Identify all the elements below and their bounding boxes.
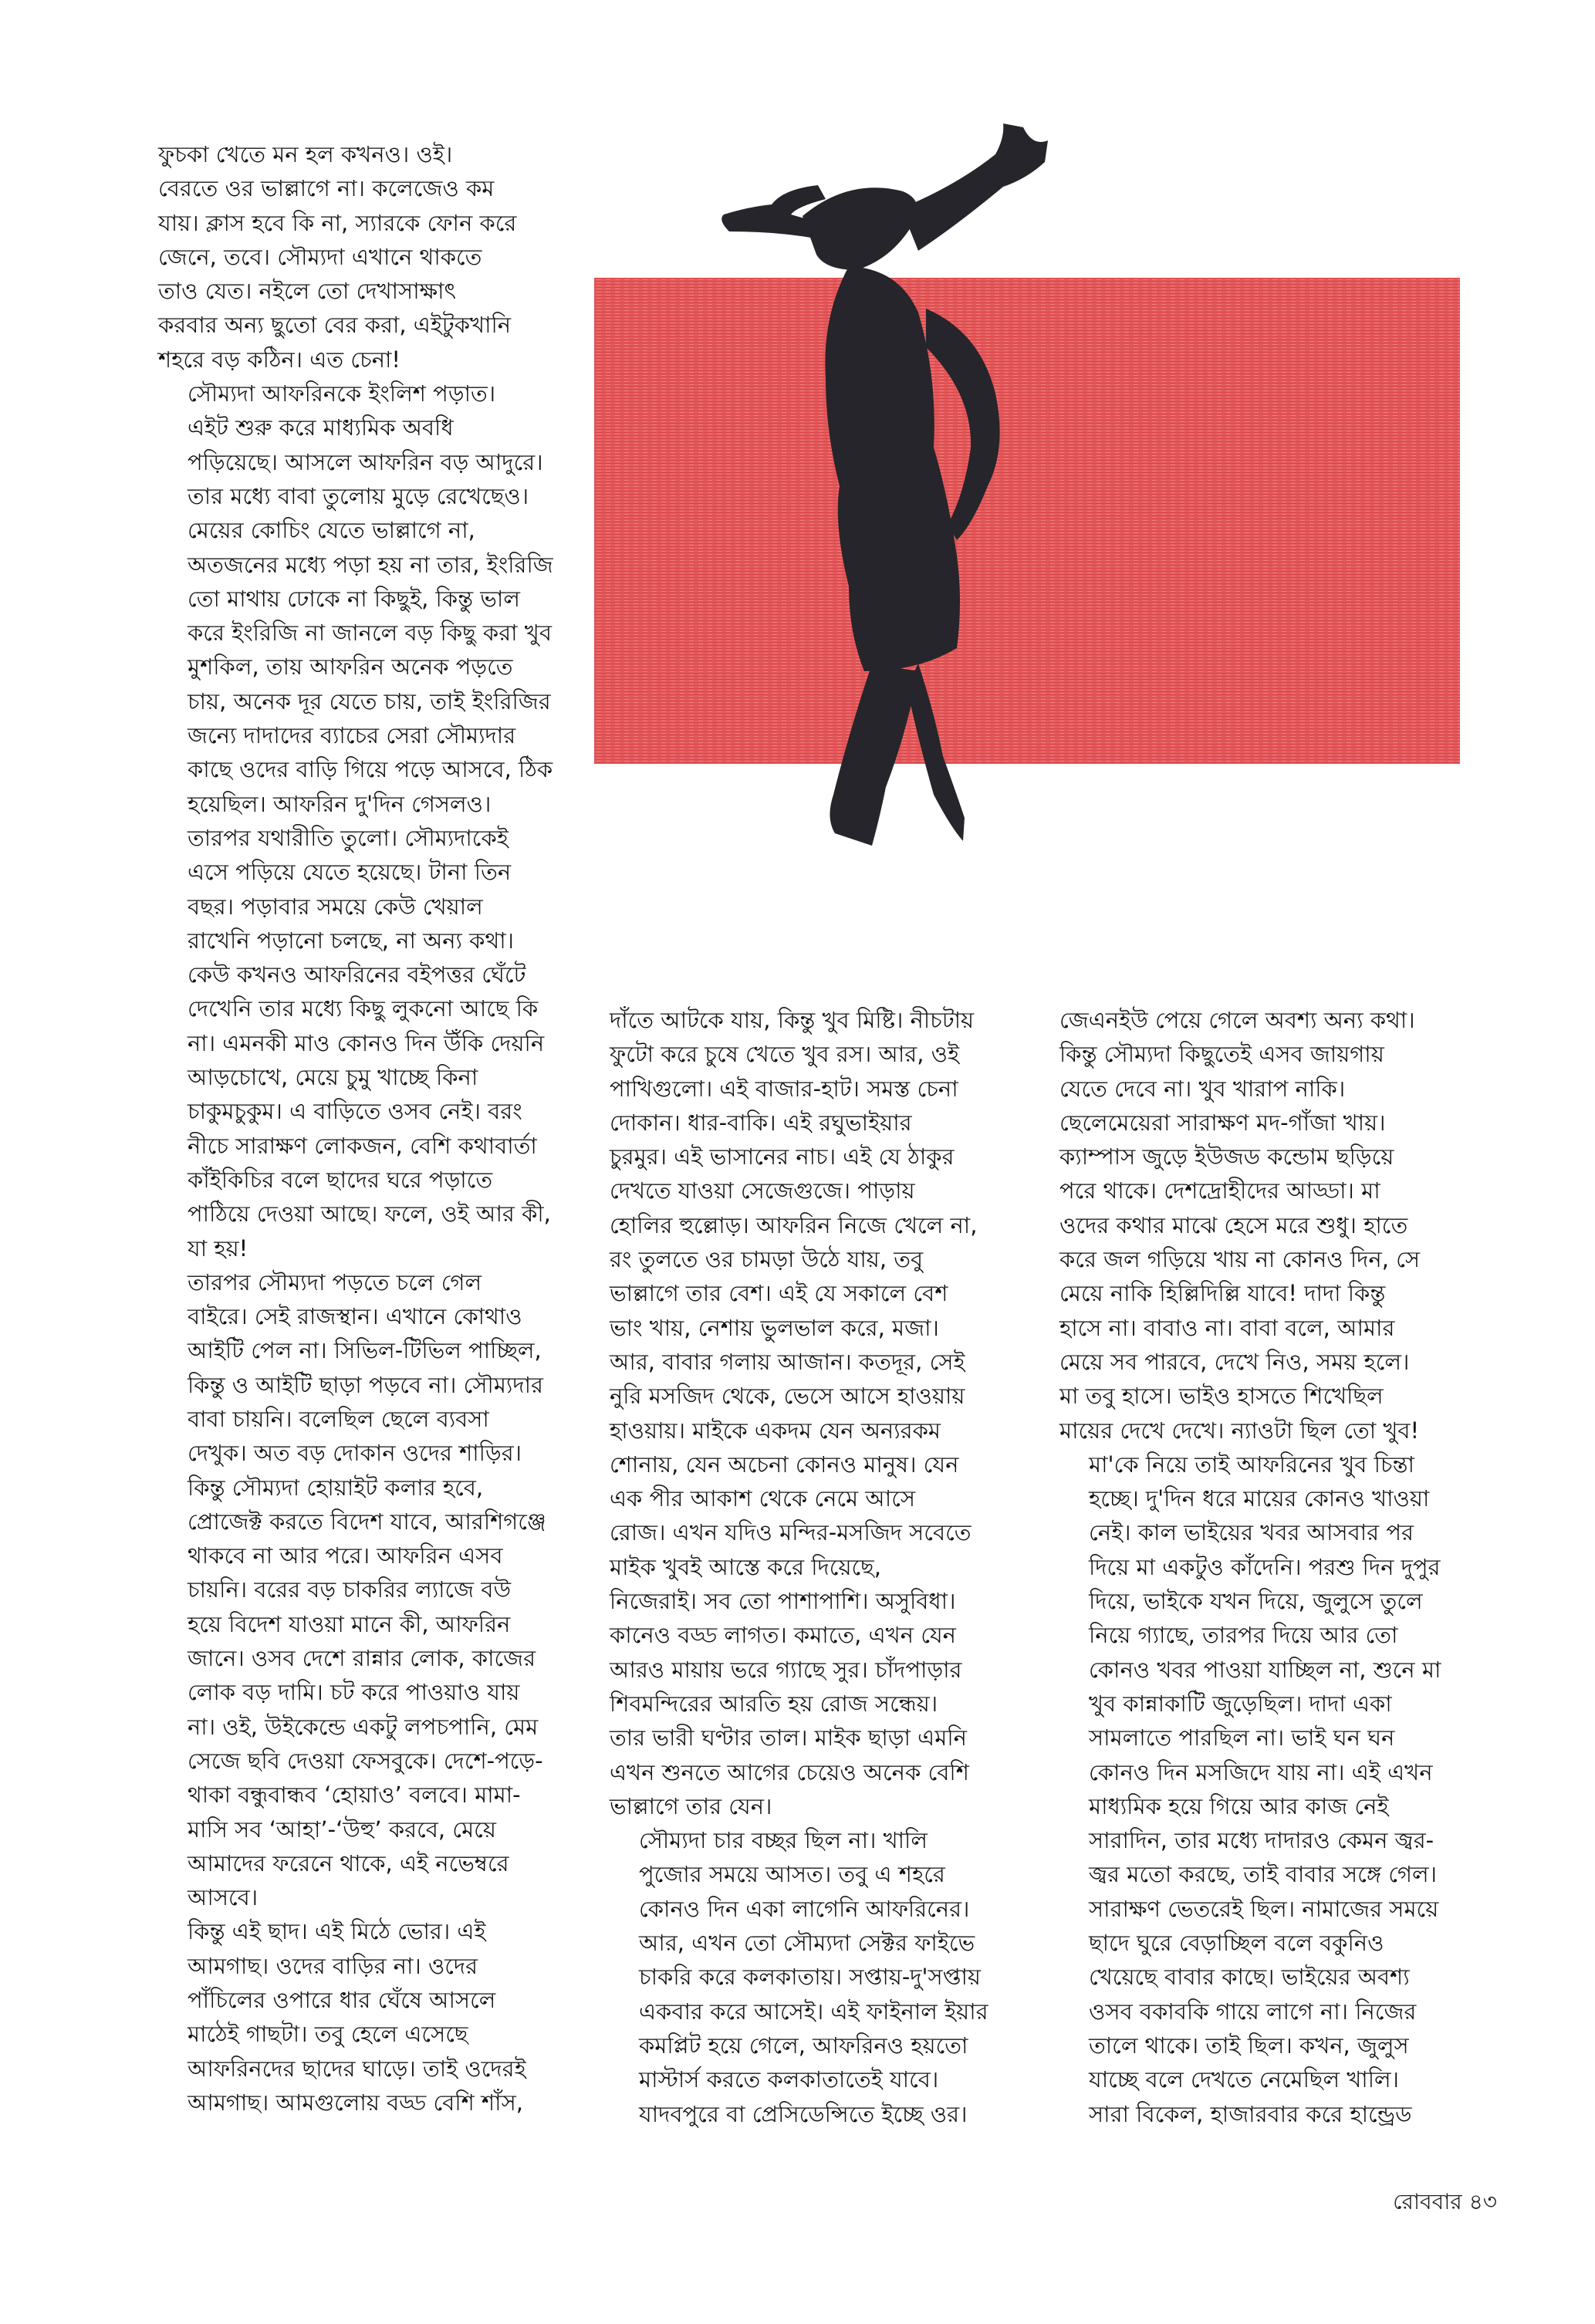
paragraph [158,137,590,377]
article-column-1 [158,137,590,2120]
text-line: কোনও দিন একা লাগেনি আফরিনের। [639,1895,970,1922]
text-line: কাঁইকিচির বলে ছাদের ঘরে পড়াতে [188,1166,493,1193]
text-line: করে ইংরিজি না জানলে বড় কিছু করা খুব [188,620,552,647]
text-line: প্রোজেক্ট করতে বিদেশ যাবে, আরশিগঞ্জে [188,1508,546,1535]
text-line: যা হয়! [188,1235,248,1262]
text-line: শিবমন্দিরের আরতি হয় রোজ সন্ধেয়। [610,1690,938,1717]
text-line: পাঠিয়ে দেওয়া আছে। ফলে, ওই আর কী, [188,1201,551,1228]
text-line: না। ওই, উইকেন্ডে একটু লপচপানি, মেম [188,1713,539,1740]
text-line: মাঠেই গাছটা। তবু হেলে এসেছে [188,2021,468,2048]
text-line: যেতে দেবে না। খুব খারাপ নাকি। [1059,1075,1346,1102]
text-line: বাবা চায়নি। বলেছিল ছেলে ব্যবসা [188,1405,489,1432]
text-line: মা তবু হাসে। ভাইও হাসতে শিখেছিল [1059,1383,1384,1410]
text-line: কিন্তু ও আইটি ছাড়া পড়বে না। সৌম্যদার [188,1371,543,1398]
text-line: করে জল গড়িয়ে খায় না কোনও দিন, সে [1059,1246,1421,1273]
text-line: মায়ের দেখে দেখে। ন্যাওটা ছিল তো খুব! [1059,1417,1420,1444]
text-line: আফরিনদের ছাদের ঘাড়ে। তাই ওদেরই [188,2055,526,2082]
text-line: মেয়ে সব পারবে, দেখে নিও, সময় হলে। [1059,1348,1410,1375]
text-line: হয়েছিল। আফরিন দু'দিন গেসলও। [188,790,492,817]
text-line: আমাদের ফরেনে থাকে, এই নভেম্বরে [188,1849,509,1876]
text-line: জেনে, তবে। সৌম্যদা এখানে থাকতে [158,243,482,270]
text-line: দিয়ে, ভাইকে যখন দিয়ে, জুলুসে তুলে [1089,1588,1423,1615]
text-line: তার মধ্যে বাবা তুলোয় মুড়ে রেখেছেও। [188,482,529,509]
text-line: দাঁতে আটকে যায়, কিন্তু খুব মিষ্টি। নীচটায় [610,1007,975,1033]
paragraph [158,377,590,1265]
text-line: সারা বিকেল, হাজারবার করে হান্ড্রেড [1089,2100,1412,2127]
text-line: কেউ কখনও আফরিনের বইপত্তর ঘেঁটে [188,961,526,988]
text-line: মাইক খুবই আস্তে করে দিয়েছে, [610,1553,881,1580]
text-line: যাদবপুরে বা প্রেসিডেন্সিতে ইচ্ছে ওর। [639,2100,968,2127]
text-line: আইটি পেল না। সিভিল-টিভিল পাচ্ছিল, [188,1337,542,1364]
text-line: হাসে না। বাবাও না। বাবা বলে, আমার [1059,1314,1395,1341]
text-line: করবার অন্য ছুতো বের করা, এইটুকখানি [158,312,512,339]
text-line: লোক বড় দামি। চট করে পাওয়াও যায় [188,1679,520,1706]
text-line: শহরে বড় কঠিন। এত চেনা! [158,346,401,373]
text-line: সেজে ছবি দেওয়া ফেসবুকে। দেশে-পড়ে- [188,1747,543,1774]
article-column-3 [1059,1003,1492,2131]
text-line: কিন্তু সৌম্যদা কিছুতেই এসব জায়গায় [1059,1041,1384,1068]
text-line: দেখেনি তার মধ্যে কিছু লুকনো আছে কি [188,995,539,1022]
text-line: সারাদিন, তার মধ্যে দাদারও কেমন জ্বর- [1089,1827,1434,1854]
text-line: এইট শুরু করে মাধ্যমিক অবধি [188,414,454,441]
text-line: ছেলেমেয়েরা সারাক্ষণ মদ-গাঁজা খায়। [1059,1109,1386,1136]
text-line: কোনও খবর পাওয়া যাচ্ছিল না, শুনে মা [1089,1656,1441,1683]
text-line: জন্যে দাদাদের ব্যাচের সেরা সৌম্যদার [188,722,516,749]
text-line: ফুচকা খেতে মন হল কখনও। ওই। [158,141,453,167]
text-line: খেয়েছে বাবার কাছে। ভাইয়ের অবশ্য [1089,1964,1410,1991]
text-line: আসবে। [188,1884,259,1911]
text-line: না। এমনকী মাও কোনও দিন উঁকি দেয়নি [188,1029,545,1056]
text-line: একবার করে আসেই। এই ফাইনাল ইয়ার [639,1998,988,2025]
text-line: চুরমুর। এই ভাসানের নাচ। এই যে ঠাকুর [610,1143,955,1170]
text-line: এসে পড়িয়ে যেতে হয়েছে। টানা তিন [188,859,512,886]
text-line: দিয়ে মা একটুও কাঁদেনি। পরশু দিন দুপুর [1089,1553,1441,1580]
text-line: মেয়ের কোচিং যেতে ভাল্লাগে না, [188,517,475,544]
text-line: মেয়ে নাকি হিল্লিদিল্লি যাবে! দাদা কিন্তু [1059,1280,1386,1307]
text-line: খুব কান্নাকাটি জুড়েছিল। দাদা একা [1089,1690,1392,1717]
text-line: কমপ্লিট হয়ে গেলে, আফরিনও হয়তো [639,2032,968,2059]
text-line: পরে থাকে। দেশদ্রোহীদের আড্ডা। মা [1059,1177,1380,1204]
text-line: হাওয়ায়। মাইকে একদম যেন অন্যরকম [610,1417,941,1444]
text-line: তাও যেত। নইলে তো দেখাসাক্ষাৎ [158,278,457,305]
text-line: নেই। কাল ভাইয়ের খবর আসবার পর [1089,1519,1414,1546]
text-line: পুজোর সময়ে আসত। তবু এ শহরে [639,1861,945,1888]
paragraph [610,1823,1042,2131]
text-line: আমগাছ। আমগুলোয় বড্ড বেশি শাঁস, [188,2089,523,2116]
text-line: দেখুক। অত বড় দোকান ওদের শাড়ির। [188,1440,522,1467]
text-line: ফুটো করে চুষে খেতে খুব রস। আর, ওই [610,1041,960,1068]
text-line: আড়চোখে, মেয়ে চুমু খাচ্ছে কিনা [188,1064,478,1091]
paragraph [158,1265,590,1915]
text-line: সৌম্যদা চার বচ্ছর ছিল না। খালি [639,1827,928,1854]
text-line: পাখিগুলো। এই বাজার-হাট। সমস্ত চেনা [610,1075,958,1102]
text-line: তো মাথায় ঢোকে না কিছুই, কিন্তু ভাল [188,585,520,612]
text-line: চাকুমচুকুম। এ বাড়িতে ওসব নেই। বরং [188,1098,522,1125]
text-line: তারপর সৌম্যদা পড়তে চলে গেল [188,1268,482,1295]
paragraph [1059,2097,1492,2131]
text-line: চায়নি। বরের বড় চাকরির ল্যাজে বউ [188,1576,512,1603]
text-line: কিন্তু এই ছাদ। এই মিঠে ভোর। এই [188,1918,486,1945]
text-line: ভাল্লাগে তার যেন। [610,1792,772,1819]
text-line: আরও মায়ায় ভরে গ্যাছে সুর। চাঁদপাড়ার [610,1656,962,1683]
text-line: মাস্টার্স করতে কলকাতাতেই যাবে। [639,2066,939,2093]
text-line: কোনও দিন মসজিদে যায় না। এই এখন [1089,1758,1433,1785]
text-line: রোজ। এখন যদিও মন্দির-মসজিদ সবেতে [610,1519,972,1546]
text-line: মাসি সব ‘আহা’-‘উহু’ করবে, মেয়ে [188,1816,496,1843]
text-line: চায়, অনেক দূর যেতে চায়, তাই ইংরিজির [188,687,551,714]
text-line: রং তুলতে ওর চামড়া উঠে যায়, তবু [610,1246,924,1273]
text-line: জানে। ওসব দেশে রান্নার লোক, কাজের [188,1645,536,1672]
text-line: দোকান। ধার-বাকি। এই রঘুভাইয়ার [610,1109,912,1136]
text-line: তালে থাকে। তাই ছিল। কখন, জুলুস [1089,2032,1409,2059]
text-line: থাকবে না আর পরে। আফরিন এসব [188,1542,503,1569]
paragraph [158,1914,590,2120]
text-line: এক পীর আকাশ থেকে নেমে আসে [610,1485,916,1512]
text-line: যাচ্ছে বলে দেখতে নেমেছিল খালি। [1089,2066,1399,2093]
text-line: কাছে ওদের বাড়ি গিয়ে পড়ে আসবে, ঠিক [188,756,553,783]
paragraph [1059,1447,1492,2097]
text-line: ভাল্লাগে তার বেশ। এই যে সকালে বেশ [610,1280,948,1307]
page-footer: রোববার ৪৩ [1393,2189,1497,2214]
text-line: ভাং খায়, নেশায় ভুলভাল করে, মজা। [610,1314,939,1341]
text-line: রাখেনি পড়ানো চলছে, না অন্য কথা। [188,927,515,954]
text-line: নুরি মসজিদ থেকে, ভেসে আসে হাওয়ায় [610,1383,965,1410]
text-line: পড়িয়েছে। আসলে আফরিন বড় আদুরে। [188,448,543,475]
text-line: যায়। ক্লাস হবে কি না, স্যারকে ফোন করে [158,209,517,236]
text-line: সৌম্যদা আফরিনকে ইংলিশ পড়াত। [188,380,496,407]
text-line: হয়ে বিদেশ যাওয়া মানে কী, আফরিন [188,1610,511,1637]
text-line: নিজেরাই। সব তো পাশাপাশি। অসুবিধা। [610,1588,956,1615]
text-line: বছর। পড়াবার সময়ে কেউ খেয়াল [188,893,483,920]
text-line: মুশকিল, তায় আফরিন অনেক পড়তে [188,654,513,681]
text-line: অতজনের মধ্যে পড়া হয় না তার, ইংরিজি [188,551,553,578]
text-line: পাঁচিলের ওপারে ধার ঘেঁষে আসলে [188,1987,496,2014]
text-line: কানেও বড্ড লাগত। কমাতে, এখন যেন [610,1622,956,1649]
text-line: সামলাতে পারছিল না। ভাই ঘন ঘন [1089,1724,1395,1751]
text-line: আর, বাবার গলায় আজান। কতদূর, সেই [610,1348,965,1375]
illustration [594,123,1466,941]
text-line: দেখতে যাওয়া সেজেগুজে। পাড়ায় [610,1177,915,1204]
text-line: তারপর যথারীতি তুলো। সৌম্যদাকেই [188,824,509,851]
paragraph [610,1003,1042,1823]
text-line: ক্যাম্পাস জুড়ে ইউজড কন্ডোম ছড়িয়ে [1059,1143,1394,1170]
text-line: হচ্ছে। দু'দিন ধরে মায়ের কোনও খাওয়া [1089,1485,1430,1512]
text-line: এখন শুনতে আগের চেয়েও অনেক বেশি [610,1758,969,1785]
text-line: নীচে সারাক্ষণ লোকজন, বেশি কথাবার্তা [188,1132,537,1159]
text-line: কিন্তু সৌম্যদা হোয়াইট কলার হবে, [188,1474,484,1501]
text-line: জেএনইউ পেয়ে গেলে অবশ্য অন্য কথা। [1059,1007,1415,1033]
text-line: ওসব বকাবকি গায়ে লাগে না। নিজের [1089,1998,1417,2025]
text-line: বেরতে ওর ভাল্লাগে না। কলেজেও কম [158,175,495,202]
text-line: সারাক্ষণ ভেতরেই ছিল। নামাজের সময়ে [1089,1895,1439,1922]
text-line: চাকরি করে কলকাতায়। সপ্তায়-দু'সপ্তায় [639,1964,982,1991]
paragraph [1059,1003,1492,1447]
text-line: আর, এখন তো সৌম্যদা সেক্টর ফাইভে [639,1930,975,1957]
article-column-2 [610,1003,1042,2131]
text-line: মাধ্যমিক হয়ে গিয়ে আর কাজ নেই [1089,1792,1389,1819]
text-line: থাকা বন্ধুবান্ধব ‘হোয়াও’ বলবে। মামা- [188,1782,521,1809]
text-line: ওদের কথার মাঝে হেসে মরে শুধু। হাতে [1059,1211,1408,1238]
text-line: তার ভারী ঘণ্টার তাল। মাইক ছাড়া এমনি [610,1724,967,1751]
text-line: আমগাছ। ওদের বাড়ির না। ওদের [188,1952,478,1979]
text-line: নিয়ে গ্যাছে, তারপর দিয়ে আর তো [1089,1622,1398,1649]
text-line: ছাদে ঘুরে বেড়াচ্ছিল বলে বকুনিও [1089,1930,1384,1957]
text-line: হোলির হুল্লোড়। আফরিন নিজে খেলে না, [610,1211,978,1238]
text-line: মা'কে নিয়ে তাই আফরিনের খুব চিন্তা [1089,1451,1414,1478]
text-line: বাইরে। সেই রাজস্থান। এখানে কোথাও [188,1303,522,1330]
text-line: জ্বর মতো করছে, তাই বাবার সঙ্গে গেল। [1089,1861,1438,1888]
red-banner [594,278,1460,764]
text-line: শোনায়, যেন অচেনা কোনও মানুষ। যেন [610,1451,959,1478]
